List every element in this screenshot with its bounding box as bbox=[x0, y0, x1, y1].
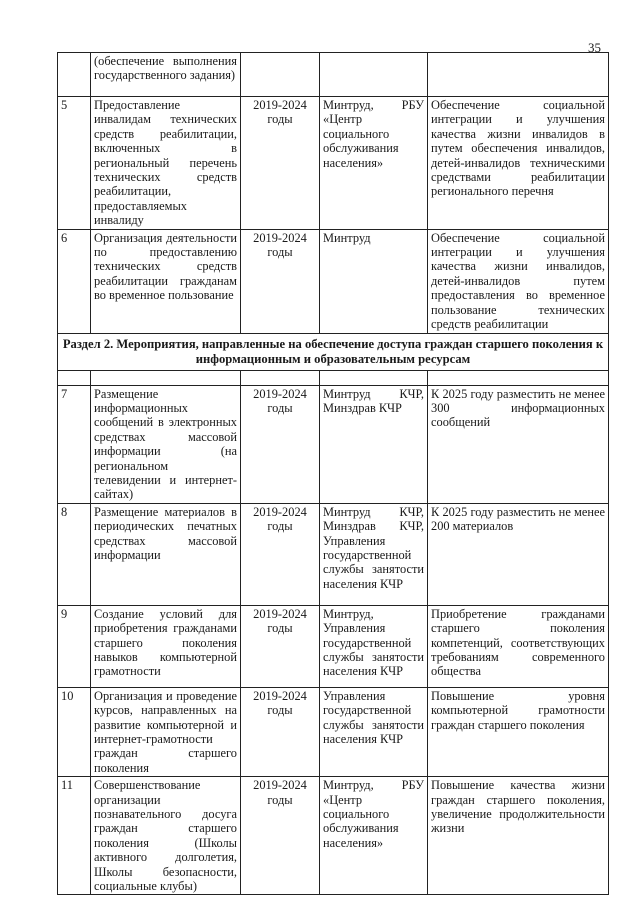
result-cell: Обеспечение социальной интеграции и улучшения качества жизни инвалидов, детей-инвалидов путем предоставления во временное пользование технических средств реабилитации bbox=[428, 229, 609, 333]
measure-cell: (обеспечение выполнения государственного задания) bbox=[91, 53, 241, 97]
table-row bbox=[58, 777, 609, 895]
measure-cell: Предоставление инвалидам технических средств реабилитации, включенных в региональный перечень технических средств реабилитации, предоставляемых инвалиду bbox=[91, 97, 241, 230]
table-row bbox=[58, 687, 609, 776]
row-number: 11 bbox=[58, 777, 91, 895]
section-2-header-group bbox=[58, 333, 609, 385]
spacer-cell bbox=[428, 370, 609, 385]
period-cell: 2019-2024 годы bbox=[241, 687, 320, 776]
result-cell: К 2025 году разместить не менее 200 материалов bbox=[428, 503, 609, 605]
measures-table bbox=[57, 52, 609, 895]
period-cell: 2019-2024 годы bbox=[241, 229, 320, 333]
spacer-cell bbox=[91, 370, 241, 385]
page-number: 35 bbox=[588, 40, 601, 55]
spacer-cell bbox=[58, 370, 91, 385]
result-cell bbox=[428, 53, 609, 97]
result-cell: Повышение уровня компьютерной грамотности граждан старшего поколения bbox=[428, 687, 609, 776]
spacer-cell bbox=[320, 370, 428, 385]
row-number: 9 bbox=[58, 605, 91, 687]
result-cell: Приобретение гражданами старшего поколения компетенций, соответствующих требованиям современного общества bbox=[428, 605, 609, 687]
measure-cell: Размещение информационных сообщений в электронных средствах массовой информации (на региональном телевидении и интернет-сайтах) bbox=[91, 385, 241, 503]
row-number: 6 bbox=[58, 229, 91, 333]
executor-cell bbox=[320, 53, 428, 97]
period-cell: 2019-2024 годы bbox=[241, 777, 320, 895]
table-part-1 bbox=[58, 53, 609, 334]
executor-cell: Минтруд bbox=[320, 229, 428, 333]
row-number: 7 bbox=[58, 385, 91, 503]
table-row bbox=[58, 605, 609, 687]
table-row bbox=[58, 97, 609, 230]
period-cell bbox=[241, 53, 320, 97]
period-cell: 2019-2024 годы bbox=[241, 97, 320, 230]
section-2-title: Раздел 2. Мероприятия, направленные на обеспечение доступа граждан старшего поколения к информационным и образовательным ресурсам bbox=[58, 333, 609, 370]
spacer-row bbox=[58, 370, 609, 385]
result-cell: Обеспечение социальной интеграции и улучшения качества жизни инвалидов в путем обеспечения инвалидов, детей-инвалидов техническими средствами реабилитации регионального перечня bbox=[428, 97, 609, 230]
spacer-cell bbox=[241, 370, 320, 385]
table-part-2 bbox=[58, 385, 609, 895]
period-cell: 2019-2024 годы bbox=[241, 503, 320, 605]
result-cell: К 2025 году разместить не менее 300 информационных сообщений bbox=[428, 385, 609, 503]
table-row bbox=[58, 229, 609, 333]
result-cell: Повышение качества жизни граждан старшего поколения, увеличение продолжительности жизни bbox=[428, 777, 609, 895]
row-number bbox=[58, 53, 91, 97]
measure-cell: Размещение материалов в периодических печатных средствах массовой информации bbox=[91, 503, 241, 605]
measure-cell: Организация и проведение курсов, направленных на развитие компьютерной и интернет-грамотности граждан старшего поколения bbox=[91, 687, 241, 776]
executor-cell: Управления государственной службы занятости населения КЧР bbox=[320, 687, 428, 776]
executor-cell: Минтруд КЧР, Минздрав КЧР, Управления государственной службы занятости населения КЧР bbox=[320, 503, 428, 605]
row-number: 10 bbox=[58, 687, 91, 776]
executor-cell: Минтруд, РБУ «Центр социального обслуживания населения» bbox=[320, 777, 428, 895]
table-row bbox=[58, 385, 609, 503]
table-row bbox=[58, 503, 609, 605]
executor-cell: Минтруд, РБУ «Центр социального обслуживания населения» bbox=[320, 97, 428, 230]
table-row bbox=[58, 53, 609, 97]
row-number: 8 bbox=[58, 503, 91, 605]
measure-cell: Организация деятельности по предоставлению технических средств реабилитации гражданам во временное пользование bbox=[91, 229, 241, 333]
period-cell: 2019-2024 годы bbox=[241, 385, 320, 503]
executor-cell: Минтруд, Управления государственной службы занятости населения КЧР bbox=[320, 605, 428, 687]
measure-cell: Создание условий для приобретения гражданами старшего поколения навыков компьютерной грамотности bbox=[91, 605, 241, 687]
measure-cell: Совершенствование организации познавательного досуга граждан старшего поколения (Школы активного долголетия, Школы безопасности, социальные клубы) bbox=[91, 777, 241, 895]
executor-cell: Минтруд КЧР, Минздрав КЧР bbox=[320, 385, 428, 503]
period-cell: 2019-2024 годы bbox=[241, 605, 320, 687]
section-2-header-row bbox=[58, 333, 609, 370]
row-number: 5 bbox=[58, 97, 91, 230]
